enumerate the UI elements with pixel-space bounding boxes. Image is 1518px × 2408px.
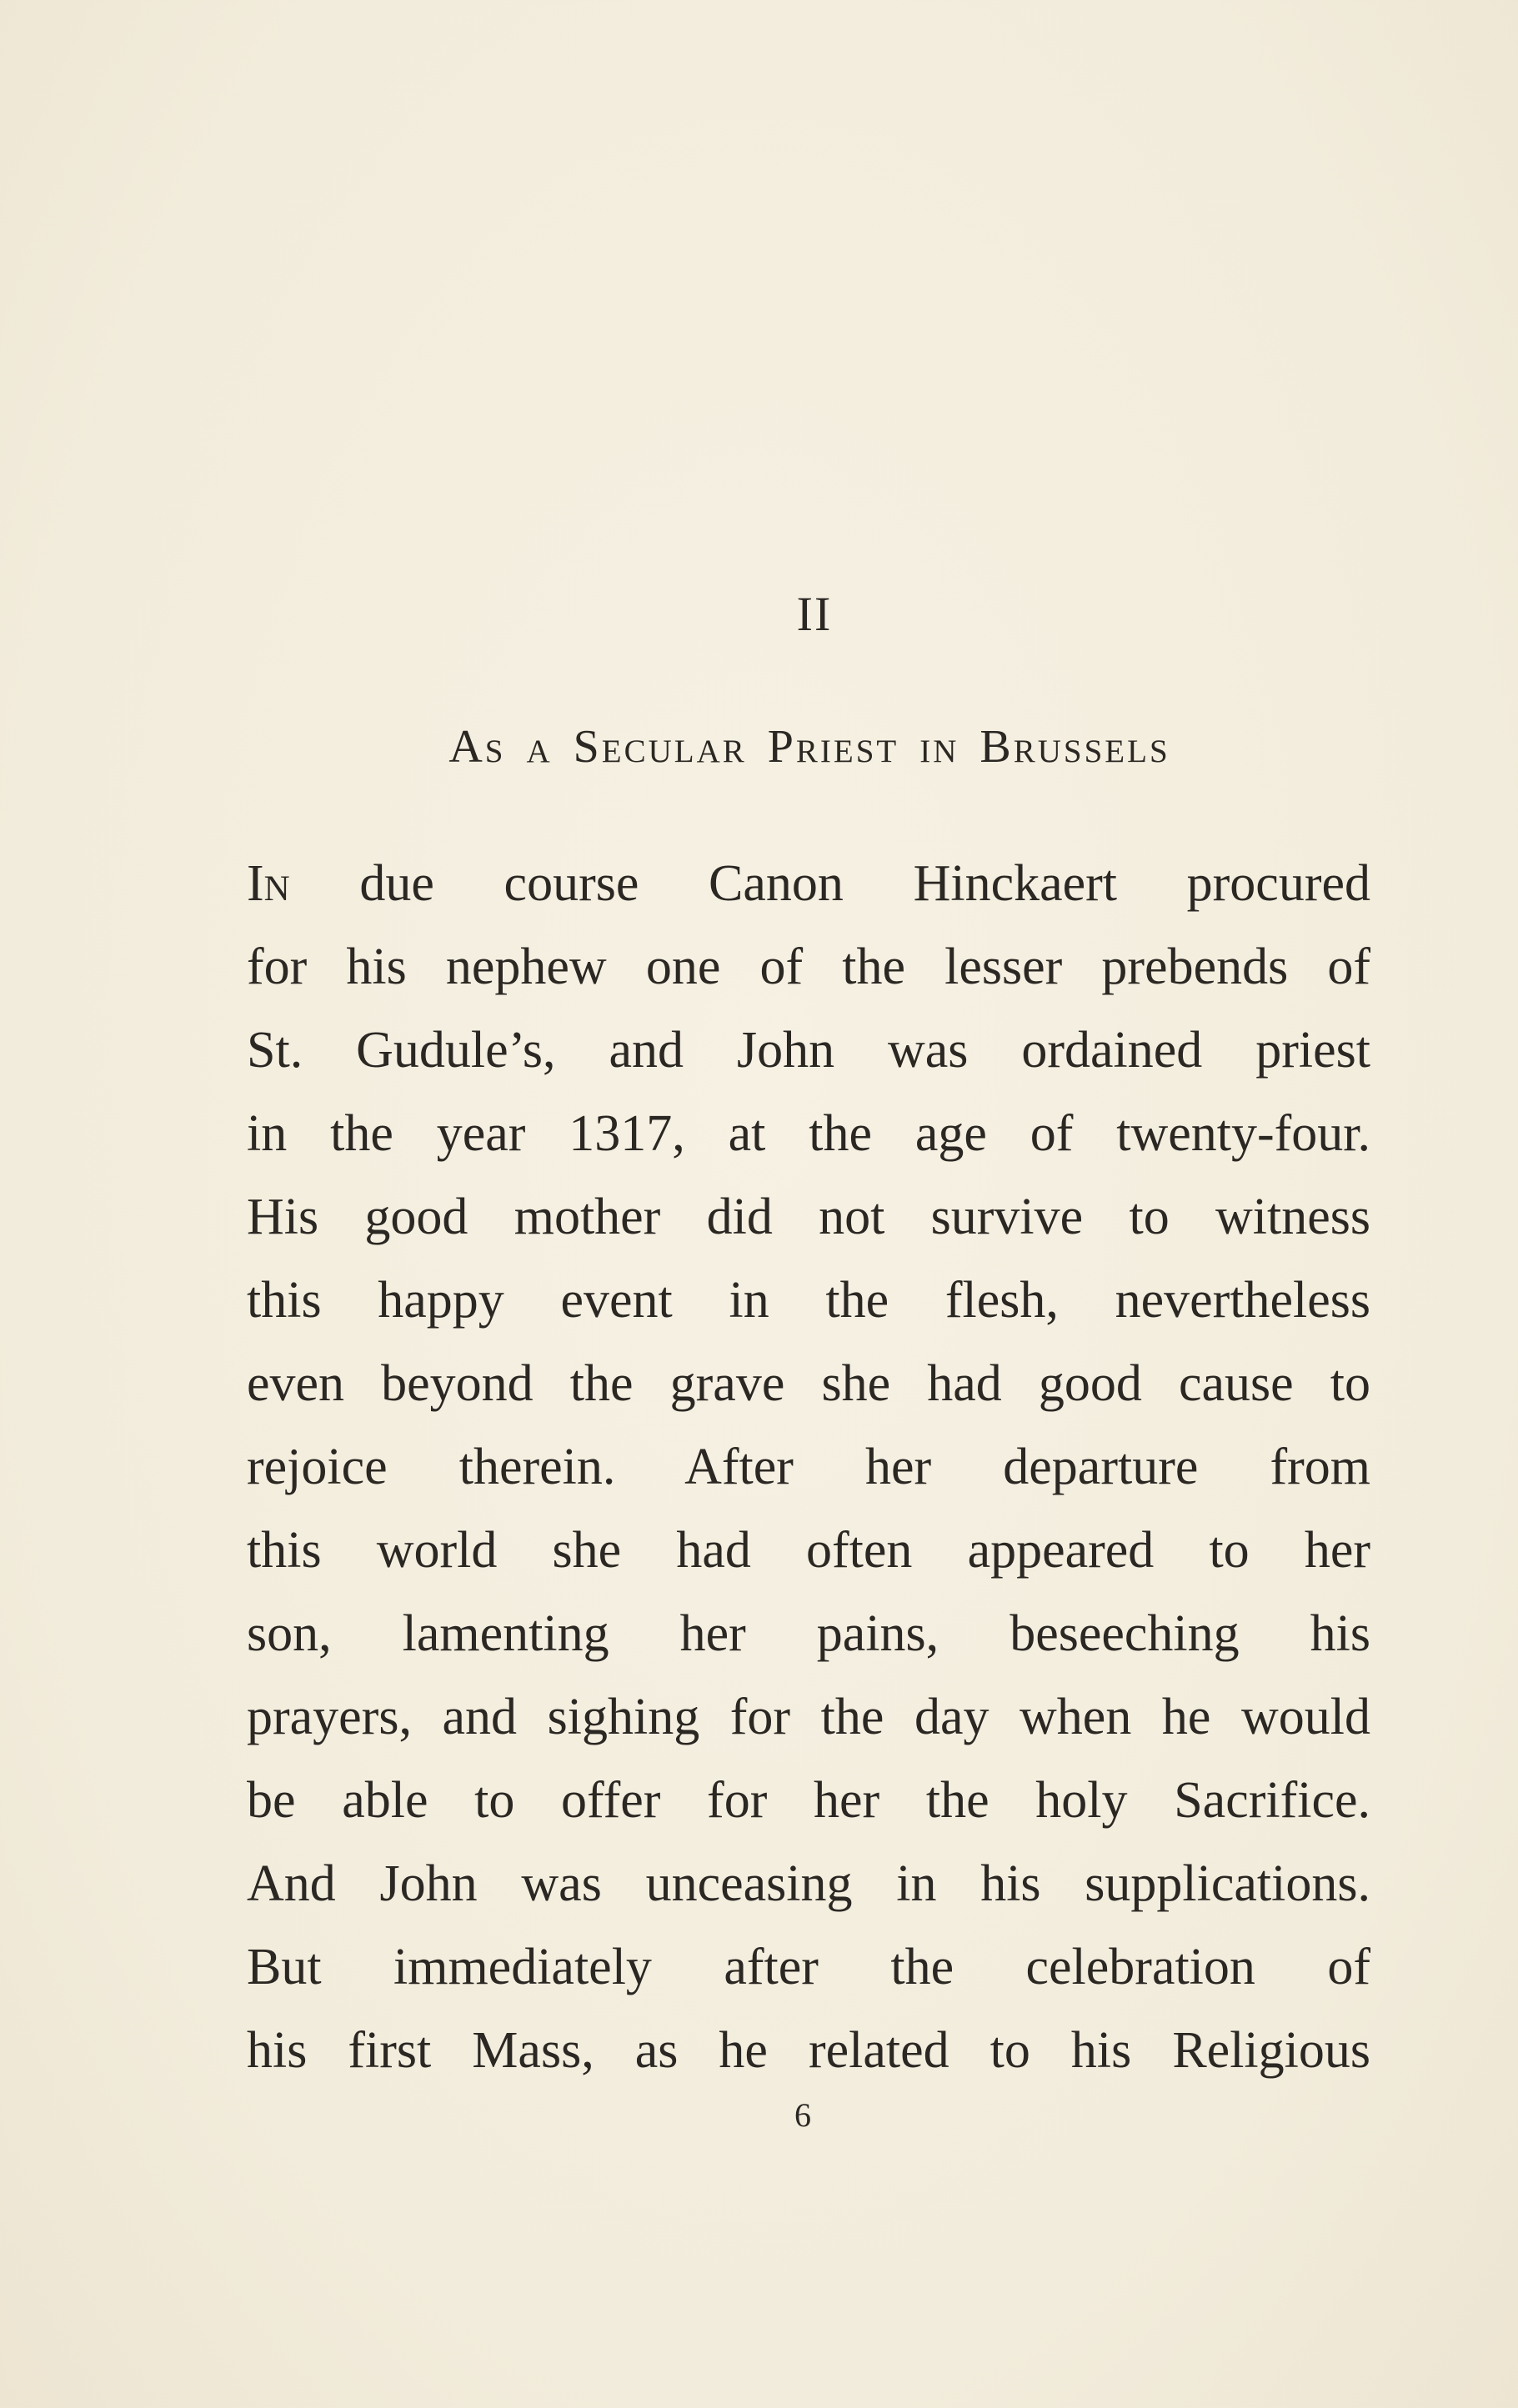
text-line-8: rejoice therein. After her departure from bbox=[247, 1439, 1370, 1495]
text-line-1 bbox=[247, 842, 1370, 925]
text-line-1-rest: due course Canon Hinckaert procured bbox=[289, 855, 1370, 912]
text-line-11: prayers, and sighing for the day when he would bbox=[247, 1689, 1370, 1745]
text-line-5: His good mother did not survive to witness bbox=[247, 1189, 1370, 1245]
text-line-6: this happy event in the flesh, nevertheless bbox=[247, 1272, 1370, 1329]
text-line-9: this world she had often appeared to her bbox=[247, 1522, 1370, 1579]
text-line-3: St. Gudule’s, and John was ordained priest bbox=[247, 1022, 1370, 1079]
body-text bbox=[247, 842, 1370, 2092]
text-line-15: his first Mass, as he related to his Religious bbox=[247, 2022, 1370, 2079]
text-line-2: for his nephew one of the lesser prebends of bbox=[247, 939, 1370, 995]
chapter-title: As a Secular Priest in Brussels bbox=[448, 721, 1170, 773]
first-word: In bbox=[247, 855, 290, 912]
page-number: 6 bbox=[794, 2096, 811, 2134]
text-line-12: be able to offer for her the holy Sacrifice. bbox=[247, 1772, 1370, 1829]
text-line-7: even beyond the grave she had good cause to bbox=[247, 1355, 1370, 1412]
text-line-14: But immediately after the celebration of bbox=[247, 1939, 1370, 1995]
text-line-4: in the year 1317, at the age of twenty-four. bbox=[247, 1105, 1370, 1162]
text-line-13: And John was unceasing in his supplications. bbox=[247, 1855, 1370, 1912]
chapter-number: II bbox=[796, 587, 833, 641]
text-line-10: son, lamenting her pains, beseeching his bbox=[247, 1605, 1370, 1662]
